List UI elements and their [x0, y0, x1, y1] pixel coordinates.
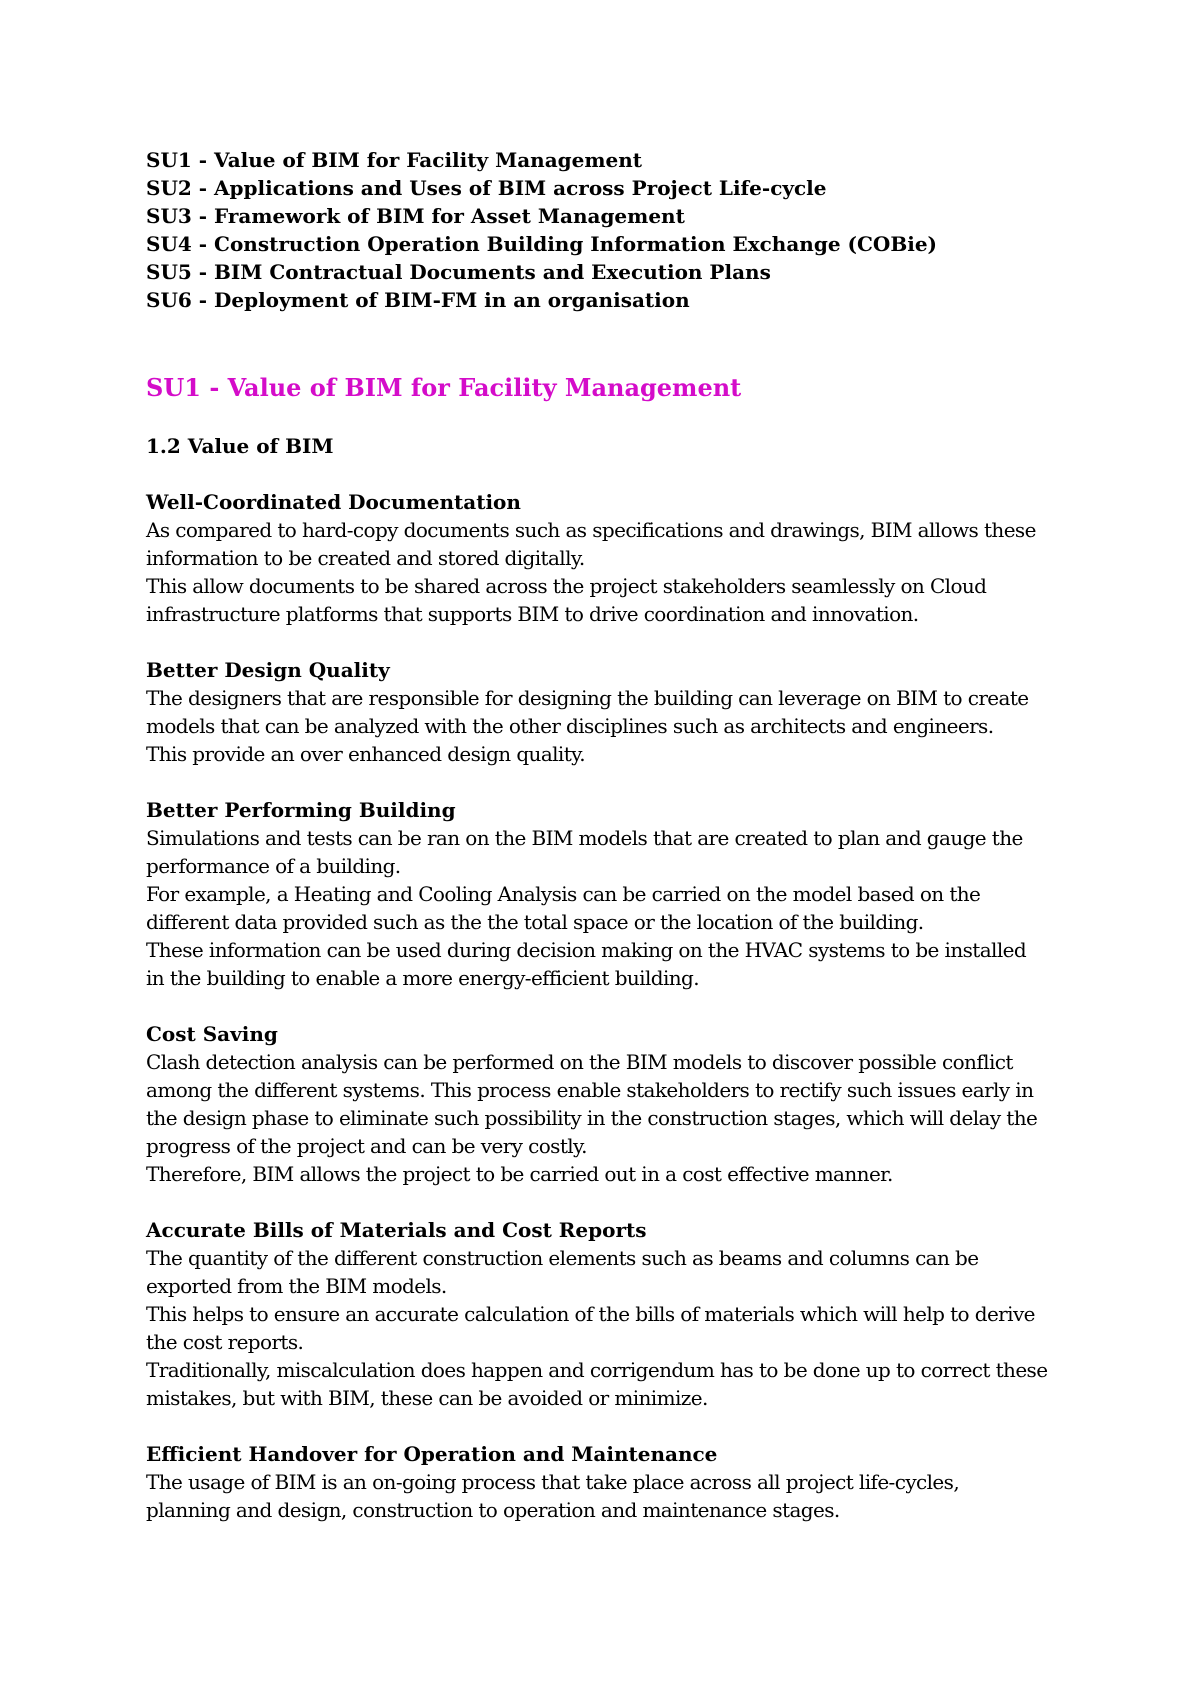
toc-item-su3: SU3 - Framework of BIM for Asset Management: [146, 204, 685, 228]
subsection-title: 1.2 Value of BIM: [146, 434, 334, 458]
body-line: Traditionally, miscalculation does happen and corrigendum has to be done up to correct these: [146, 1358, 1048, 1382]
body-line: This provide an over enhanced design quality.: [146, 742, 585, 766]
body-line: As compared to hard-copy documents such as specifications and drawings, BIM allows these: [146, 518, 1036, 542]
block-heading: Well-Coordinated Documentation: [146, 490, 521, 514]
body-line: The designers that are responsible for designing the building can leverage on BIM to create: [146, 686, 1029, 710]
block-better-design-quality: [146, 656, 1076, 768]
body-line: performance of a building.: [146, 854, 401, 878]
block-heading: Efficient Handover for Operation and Maintenance: [146, 1442, 718, 1466]
body-line: The quantity of the different construction elements such as beams and columns can be: [146, 1246, 979, 1270]
body-line: Therefore, BIM allows the project to be carried out in a cost effective manner.: [146, 1162, 893, 1186]
block-heading: Better Design Quality: [146, 658, 390, 682]
block-accurate-bills: [146, 1216, 1076, 1412]
body-line: infrastructure platforms that supports BIM to drive coordination and innovation.: [146, 602, 919, 626]
block-cost-saving: [146, 1020, 1076, 1188]
section-title: SU1 - Value of BIM for Facility Management: [146, 373, 742, 402]
toc-item-su2: SU2 - Applications and Uses of BIM across Project Life-cycle: [146, 176, 827, 200]
content-blocks: [146, 488, 1076, 1552]
toc-item-su6: SU6 - Deployment of BIM-FM in an organisation: [146, 288, 690, 312]
block-better-performing-building: [146, 796, 1076, 992]
block-heading: Cost Saving: [146, 1022, 278, 1046]
toc-item-su1: SU1 - Value of BIM for Facility Management: [146, 148, 643, 172]
body-line: in the building to enable a more energy-efficient building.: [146, 966, 700, 990]
body-line: the cost reports.: [146, 1330, 304, 1354]
body-line: different data provided such as the the total space or the location of the building.: [146, 910, 924, 934]
body-line: The usage of BIM is an on-going process that take place across all project life-cycles,: [146, 1470, 960, 1494]
block-heading: Better Performing Building: [146, 798, 456, 822]
block-efficient-handover: [146, 1440, 1076, 1524]
body-line: information to be created and stored digitally.: [146, 546, 585, 570]
body-line: mistakes, but with BIM, these can be avoided or minimize.: [146, 1386, 708, 1410]
toc-item-su4: SU4 - Construction Operation Building Information Exchange (COBie): [146, 232, 938, 256]
document-page: [146, 146, 1076, 1522]
table-of-contents: [146, 146, 1076, 314]
body-line: models that can be analyzed with the other disciplines such as architects and engineers.: [146, 714, 994, 738]
body-line: exported from the BIM models.: [146, 1274, 447, 1298]
body-line: the design phase to eliminate such possibility in the construction stages, which will delay the: [146, 1106, 1038, 1130]
body-line: This allow documents to be shared across the project stakeholders seamlessly on Cloud: [146, 574, 987, 598]
body-line: Simulations and tests can be ran on the BIM models that are created to plan and gauge the: [146, 826, 1023, 850]
body-line: These information can be used during decision making on the HVAC systems to be installed: [146, 938, 1027, 962]
toc-item-su5: SU5 - BIM Contractual Documents and Execution Plans: [146, 260, 771, 284]
body-line: This helps to ensure an accurate calculation of the bills of materials which will help to derive: [146, 1302, 1035, 1326]
body-line: Clash detection analysis can be performed on the BIM models to discover possible conflict: [146, 1050, 1013, 1074]
body-line: planning and design, construction to operation and maintenance stages.: [146, 1498, 840, 1522]
block-heading: Accurate Bills of Materials and Cost Reports: [146, 1218, 647, 1242]
body-line: For example, a Heating and Cooling Analysis can be carried on the model based on the: [146, 882, 981, 906]
block-well-coordinated-documentation: [146, 488, 1076, 628]
body-line: among the different systems. This process enable stakeholders to rectify such issues early in: [146, 1078, 1034, 1102]
body-line: progress of the project and can be very costly.: [146, 1134, 587, 1158]
